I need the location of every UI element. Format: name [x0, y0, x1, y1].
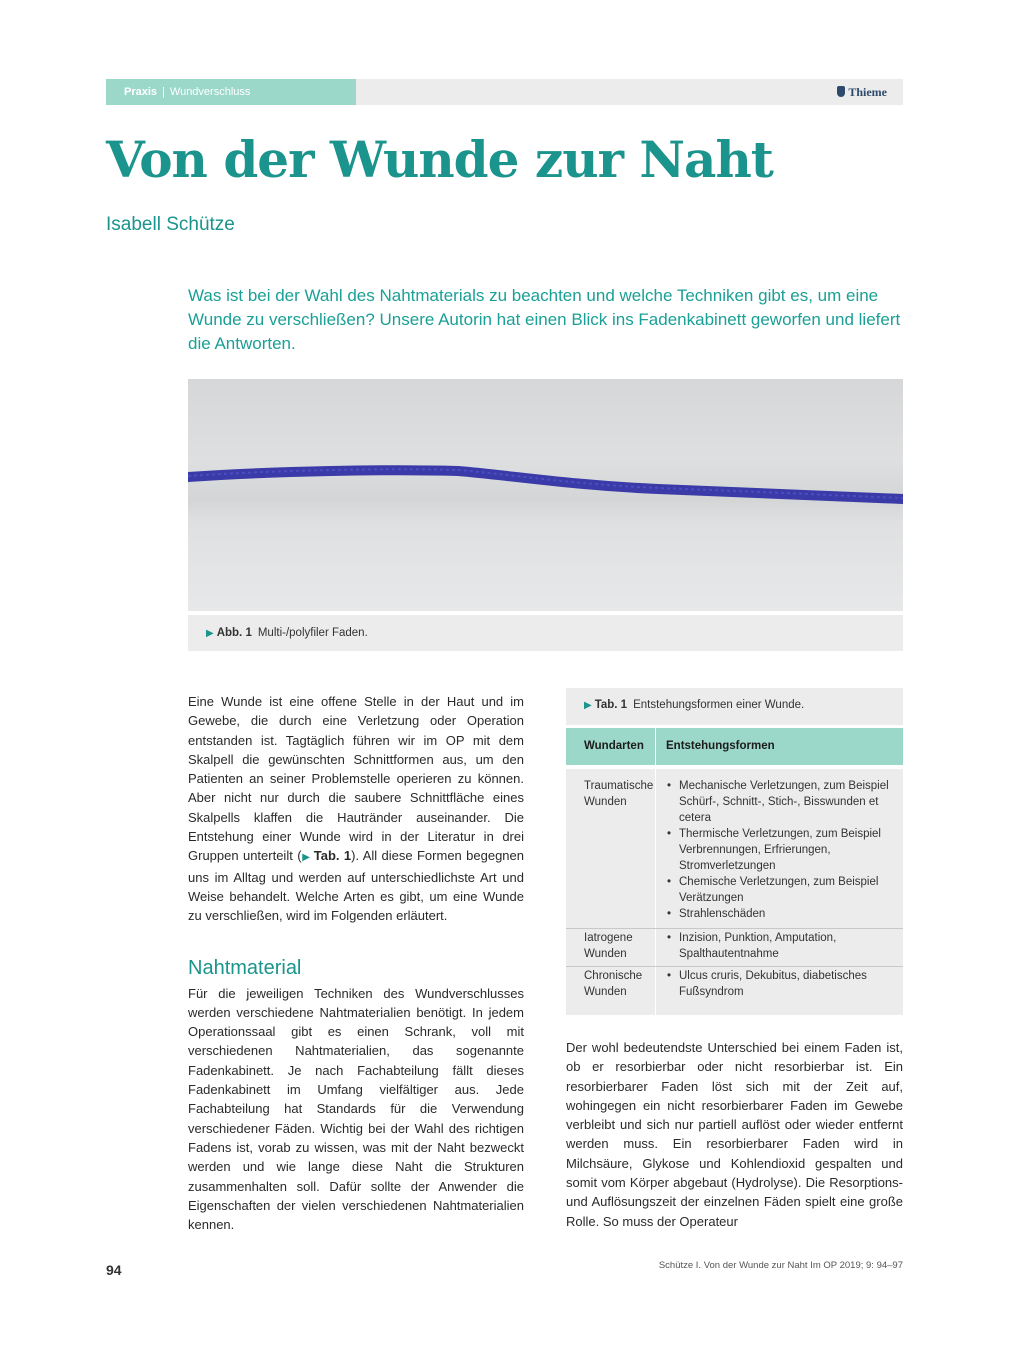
section-heading: Nahtmaterial [188, 956, 302, 979]
intro-paragraph [188, 692, 524, 926]
right-column [566, 1038, 903, 1231]
list-item: • Mechanische Verletzungen, zum Beispiel Schürf-, Schnitt-, Stich-, Bisswunden et cetera [666, 778, 899, 826]
table-row [566, 929, 903, 967]
table-box [566, 688, 903, 1015]
thread-line [188, 470, 903, 499]
citation: Schütze I. Von der Wunde zur Naht Im OP 2019; 9: 94–97 [658, 1260, 903, 1271]
intro-text-b: ). All diese Formen begegnen uns im Alltag und werden auf unterschiedlichste Art und Weise behandelt. Welche Arten es gibt, um eine Wunde zu verschließen, wird im Folgenden erläutert. [188, 848, 524, 924]
section-label: Praxis [124, 86, 158, 98]
section-paragraph: Für die jeweiligen Techniken des Wundverschlusses werden verschiedene Nahtmaterialien benötigt. In jedem Operationssaal gibt es einen Schrank, voll mit verschiedenen Nahtmaterialien, das sogenannte Fadenkabinett. Je nach Fachabteilung fällt dieses Fadenkabinett im Umfang vielfältiger aus. Jede Fachabteilung hat Standards für die Verwendung verschiedener Fäden. Wichtig bei der Wahl des richtigen Fadens ist, vorab zu wissen, was mit der Naht bezweckt werden und wie lange diese Naht die Strukturen zusammenhalten soll. Dafür sollte der Anwender die Eigenschaften der vielen verschiedenen Nahtmaterialien kennen. [188, 985, 524, 1233]
running-header [106, 79, 903, 105]
section-tag [106, 79, 356, 105]
left-column [188, 692, 524, 1234]
page-number: 94 [106, 1262, 122, 1278]
table-reference-link[interactable]: Tab. 1 [313, 848, 352, 864]
publisher-logo [837, 79, 887, 105]
caption-arrow-icon: ▶ [206, 628, 214, 639]
figure-label: Abb. 1 [216, 627, 252, 639]
figure-image [188, 379, 903, 611]
table-label: Tab. 1 [594, 699, 628, 711]
article-title: Von der Wunde zur Naht [106, 130, 773, 189]
table-caption-arrow-icon: ▶ [584, 700, 592, 711]
figure-caption-text: Multi-/polyfiler Faden. [257, 627, 368, 639]
author-name: Isabell Schütze [106, 214, 235, 235]
subsection-label: Wundverschluss [169, 86, 251, 98]
table-header-cell: Entstehungsformen [666, 740, 775, 752]
table-cell-forms [656, 929, 903, 966]
section-separator: | [162, 86, 165, 98]
list-item: • Strahlenschäden [666, 906, 899, 922]
lead-paragraph: Was ist bei der Wahl des Nahtmaterials zu beachten und welche Techniken gibt es, um eine Wunde zu verschließen? Unsere Autorin hat einen Blick ins Fadenkabinett geworfen und liefert die Antworten. [188, 286, 901, 353]
table-caption-text: Entstehungsformen einer Wunde. [633, 699, 805, 711]
right-paragraph: Der wohl bedeutendste Unterschied bei einem Faden ist, ob er resorbierbar oder nicht resorbierbar ist. Ein resorbierbarer Faden löst sich mit der Zeit auf, wohingegen ein nicht resorbierbarer Faden im Gewebe verbleibt und sich nur partiell auflöst oder wieder entfernt werden muss. Ein resorbierbarer Faden wird in Milchsäure, Glykose und Kohlendioxid gespalten und somit vom Körper abgebaut (Hydrolyse). Die Resorptions- und Auflösungszeit der einzelnen Fäden spielt eine große Rolle. So muss der Operateur [566, 1040, 903, 1229]
table-row [566, 967, 903, 1015]
intro-text-a: Eine Wunde ist eine offene Stelle in der Haut und im Gewebe, die durch eine Verletzung oder Operation entstanden ist. Tagtäglich führen wir im OP mit dem Skalpell die gewünschten Schnittformen aus, um den Patienten an seiner Problemstelle operieren zu können. Aber nicht nur durch die saubere Schnittfläche eines Skalpells klaffen die Hautränder auseinander. Die Entstehung einer Wunde wird in der Literatur in drei Gruppen unterteilt ( [188, 694, 524, 864]
table-caption [566, 688, 903, 728]
ref-arrow-icon: ▶ [301, 852, 311, 864]
figure-caption [188, 615, 903, 651]
table-cell-type: Traumatische Wunden [566, 769, 656, 928]
table-row [566, 769, 903, 929]
list-item: • Ulcus cruris, Dekubitus, diabetisches Fußsyndrom [666, 968, 899, 1000]
list-item: • Thermische Verletzungen, zum Beispiel Verbrennungen, Erfrierungen, Stromverletzungen [666, 826, 899, 874]
table-cell-forms [656, 769, 903, 928]
list-item: • Inzision, Punktion, Amputation, Spalthautentnahme [666, 930, 899, 962]
table-header-cell: Wundarten [566, 728, 656, 765]
thieme-logo-icon [837, 86, 845, 97]
thread-photo [188, 379, 903, 611]
publisher-name: Thieme [848, 85, 887, 99]
table-cell-type: Chronische Wunden [566, 967, 656, 1015]
table-cell-forms [656, 967, 903, 1015]
table-cell-type: Iatrogene Wunden [566, 929, 656, 966]
list-item: • Chemische Verletzungen, zum Beispiel Verätzungen [666, 874, 899, 906]
table-header-row [566, 728, 903, 769]
